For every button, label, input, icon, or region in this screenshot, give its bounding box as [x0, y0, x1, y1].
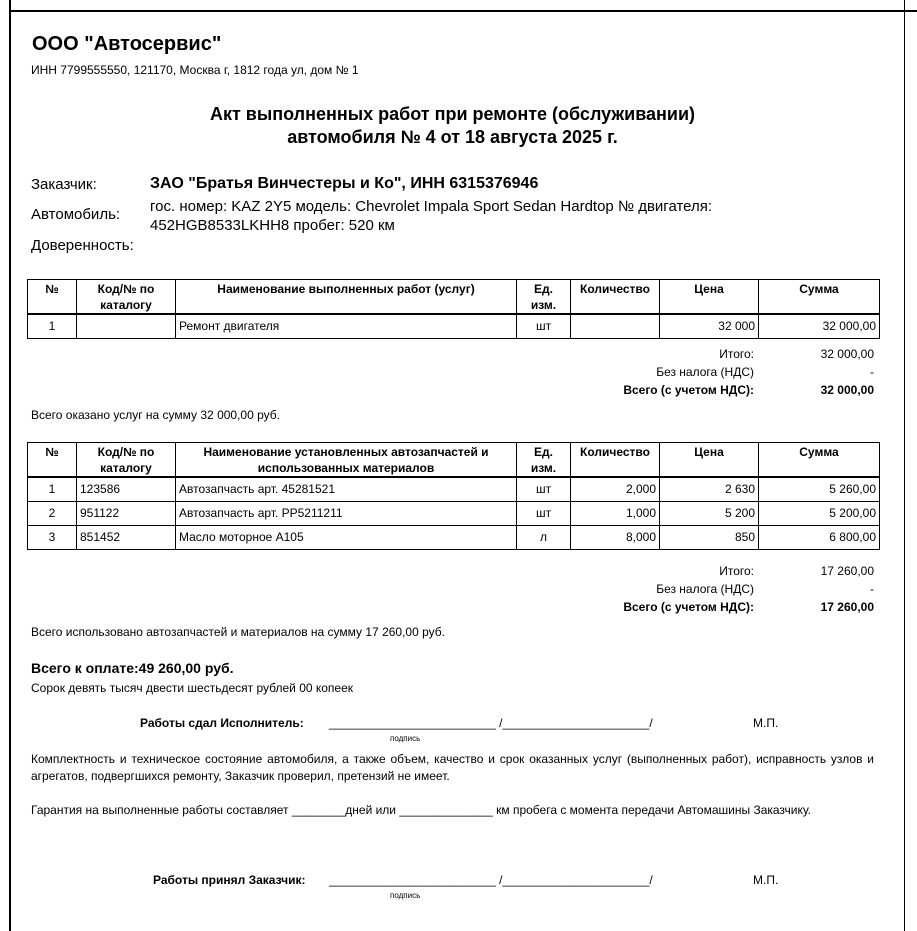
cell-unit: шт	[517, 314, 571, 339]
cell-qty	[571, 314, 660, 339]
table-row	[28, 314, 880, 339]
payment-total	[31, 660, 234, 676]
table-row	[28, 502, 880, 526]
col-header-sum: Сумма	[759, 280, 880, 315]
executor-stamp-mp: М.П.	[753, 716, 779, 730]
document-title	[0, 103, 905, 149]
parts-header-row	[28, 443, 880, 478]
cell-num: 3	[28, 526, 77, 550]
title-line-1: Акт выполненных работ при ремонте (обслуживании)	[209, 104, 696, 124]
table-row	[28, 526, 880, 550]
col-header-num: №	[28, 280, 77, 315]
car-line-2: 452HGB8533LKHH8 пробег: 520 км	[150, 217, 395, 234]
cell-unit: шт	[517, 477, 571, 502]
col-header-num: №	[28, 443, 77, 478]
customer-value: ЗАО "Братья Винчестеры и Ко", ИНН 6315376946	[150, 175, 539, 192]
col-header-price: Цена	[660, 280, 759, 315]
cell-code	[77, 314, 176, 339]
col-header-price: Цена	[660, 443, 759, 478]
parts-nds-value: -	[870, 582, 874, 596]
car-line-1: гос. номер: KAZ 2Y5 модель: Chevrolet Impala Sport Sedan Hardtop № двигателя:	[150, 198, 713, 215]
page-frame-top	[9, 10, 917, 12]
col-header-unit: Ед. изм.	[517, 443, 571, 478]
col-header-name: Наименование установленных автозапчастей и использованных материалов	[176, 443, 517, 478]
parts-itogo-label: Итого:	[719, 564, 754, 578]
works-total-label: Всего (с учетом НДС):	[623, 383, 754, 397]
customer-sign-line: _________________________ /______________________/	[329, 873, 653, 887]
col-header-qty: Количество	[571, 443, 660, 478]
car-label: Автомобиль:	[31, 206, 121, 223]
cell-sum: 32 000,00	[759, 314, 880, 339]
col-header-unit: Ед. изм.	[517, 280, 571, 315]
title-line-2: автомобиля № 4 от 18 августа 2025 г.	[287, 127, 618, 147]
cell-name: Масло моторное А105	[176, 526, 517, 550]
parts-summary: Всего использовано автозапчастей и материалов на сумму 17 260,00 руб.	[31, 625, 445, 639]
cell-sum: 6 800,00	[759, 526, 880, 550]
payment-words: Сорок девять тысяч двести шестьдесят рублей 00 копеек	[31, 681, 354, 695]
cell-code: 851452	[77, 526, 176, 550]
col-header-qty: Количество	[571, 280, 660, 315]
works-total-value: 32 000,00	[820, 383, 874, 397]
cell-price: 2 630	[660, 477, 759, 502]
parts-total-value: 17 260,00	[820, 600, 874, 614]
company-details: ИНН 7799555550, 121170, Москва г, 1812 года ул, дом № 1	[31, 63, 359, 77]
cell-qty: 2,000	[571, 477, 660, 502]
company-name: ООО "Автосервис"	[32, 33, 222, 55]
cell-price: 5 200	[660, 502, 759, 526]
parts-nds-label: Без налога (НДС)	[656, 582, 754, 596]
works-itogo-label: Итого:	[719, 347, 754, 361]
cell-unit: шт	[517, 502, 571, 526]
cell-name: Автозапчасть арт. PP5211211	[176, 502, 517, 526]
table-row	[28, 477, 880, 502]
cell-code: 123586	[77, 477, 176, 502]
cell-name: Автозапчасть арт. 45281521	[176, 477, 517, 502]
works-itogo-value: 32 000,00	[820, 347, 874, 361]
payment-value: 49 260,00 руб.	[138, 660, 234, 676]
cell-unit: л	[517, 526, 571, 550]
cell-price: 32 000	[660, 314, 759, 339]
parts-table	[27, 442, 880, 550]
col-header-sum: Сумма	[759, 443, 880, 478]
col-header-code: Код/№ по каталогу	[77, 443, 176, 478]
guarantee-statement: Гарантия на выполненные работы составляет ________дней или ______________ км пробега с момента передачи Автомашины Заказчику.	[31, 803, 811, 817]
cell-code: 951122	[77, 502, 176, 526]
works-nds-label: Без налога (НДС)	[656, 365, 754, 379]
customer-stamp-mp: М.П.	[753, 873, 779, 887]
condition-statement: Комплектность и техническое состояние автомобиля, а также объем, качество и срок оказанных услуг (выполненных работ), исправность узлов и агрегатов, подвергшихся ремонту, Заказчик проверил, претензий не имеет.	[31, 752, 874, 783]
proxy-label: Доверенность:	[31, 237, 134, 254]
cell-name: Ремонт двигателя	[176, 314, 517, 339]
payment-label: Всего к оплате:	[31, 660, 139, 676]
car-value	[150, 197, 712, 235]
cell-num: 1	[28, 314, 77, 339]
cell-qty: 1,000	[571, 502, 660, 526]
cell-num: 2	[28, 502, 77, 526]
customer-sign-caption: подпись	[390, 891, 421, 900]
cell-sum: 5 200,00	[759, 502, 880, 526]
parts-total-label: Всего (с учетом НДС):	[623, 600, 754, 614]
col-header-name: Наименование выполненных работ (услуг)	[176, 280, 517, 315]
customer-label: Заказчик:	[31, 176, 97, 193]
parts-itogo-value: 17 260,00	[820, 564, 874, 578]
col-header-code: Код/№ по каталогу	[77, 280, 176, 315]
works-header-row	[28, 280, 880, 315]
executor-sign-label: Работы сдал Исполнитель:	[140, 716, 304, 730]
cell-price: 850	[660, 526, 759, 550]
cell-qty: 8,000	[571, 526, 660, 550]
works-nds-value: -	[870, 365, 874, 379]
works-summary: Всего оказано услуг на сумму 32 000,00 руб.	[31, 408, 280, 422]
cell-num: 1	[28, 477, 77, 502]
cell-sum: 5 260,00	[759, 477, 880, 502]
customer-sign-label: Работы принял Заказчик:	[153, 873, 306, 887]
works-table	[27, 279, 880, 339]
executor-sign-line: _________________________ /______________________/	[329, 716, 653, 730]
executor-sign-caption: подпись	[390, 734, 421, 743]
